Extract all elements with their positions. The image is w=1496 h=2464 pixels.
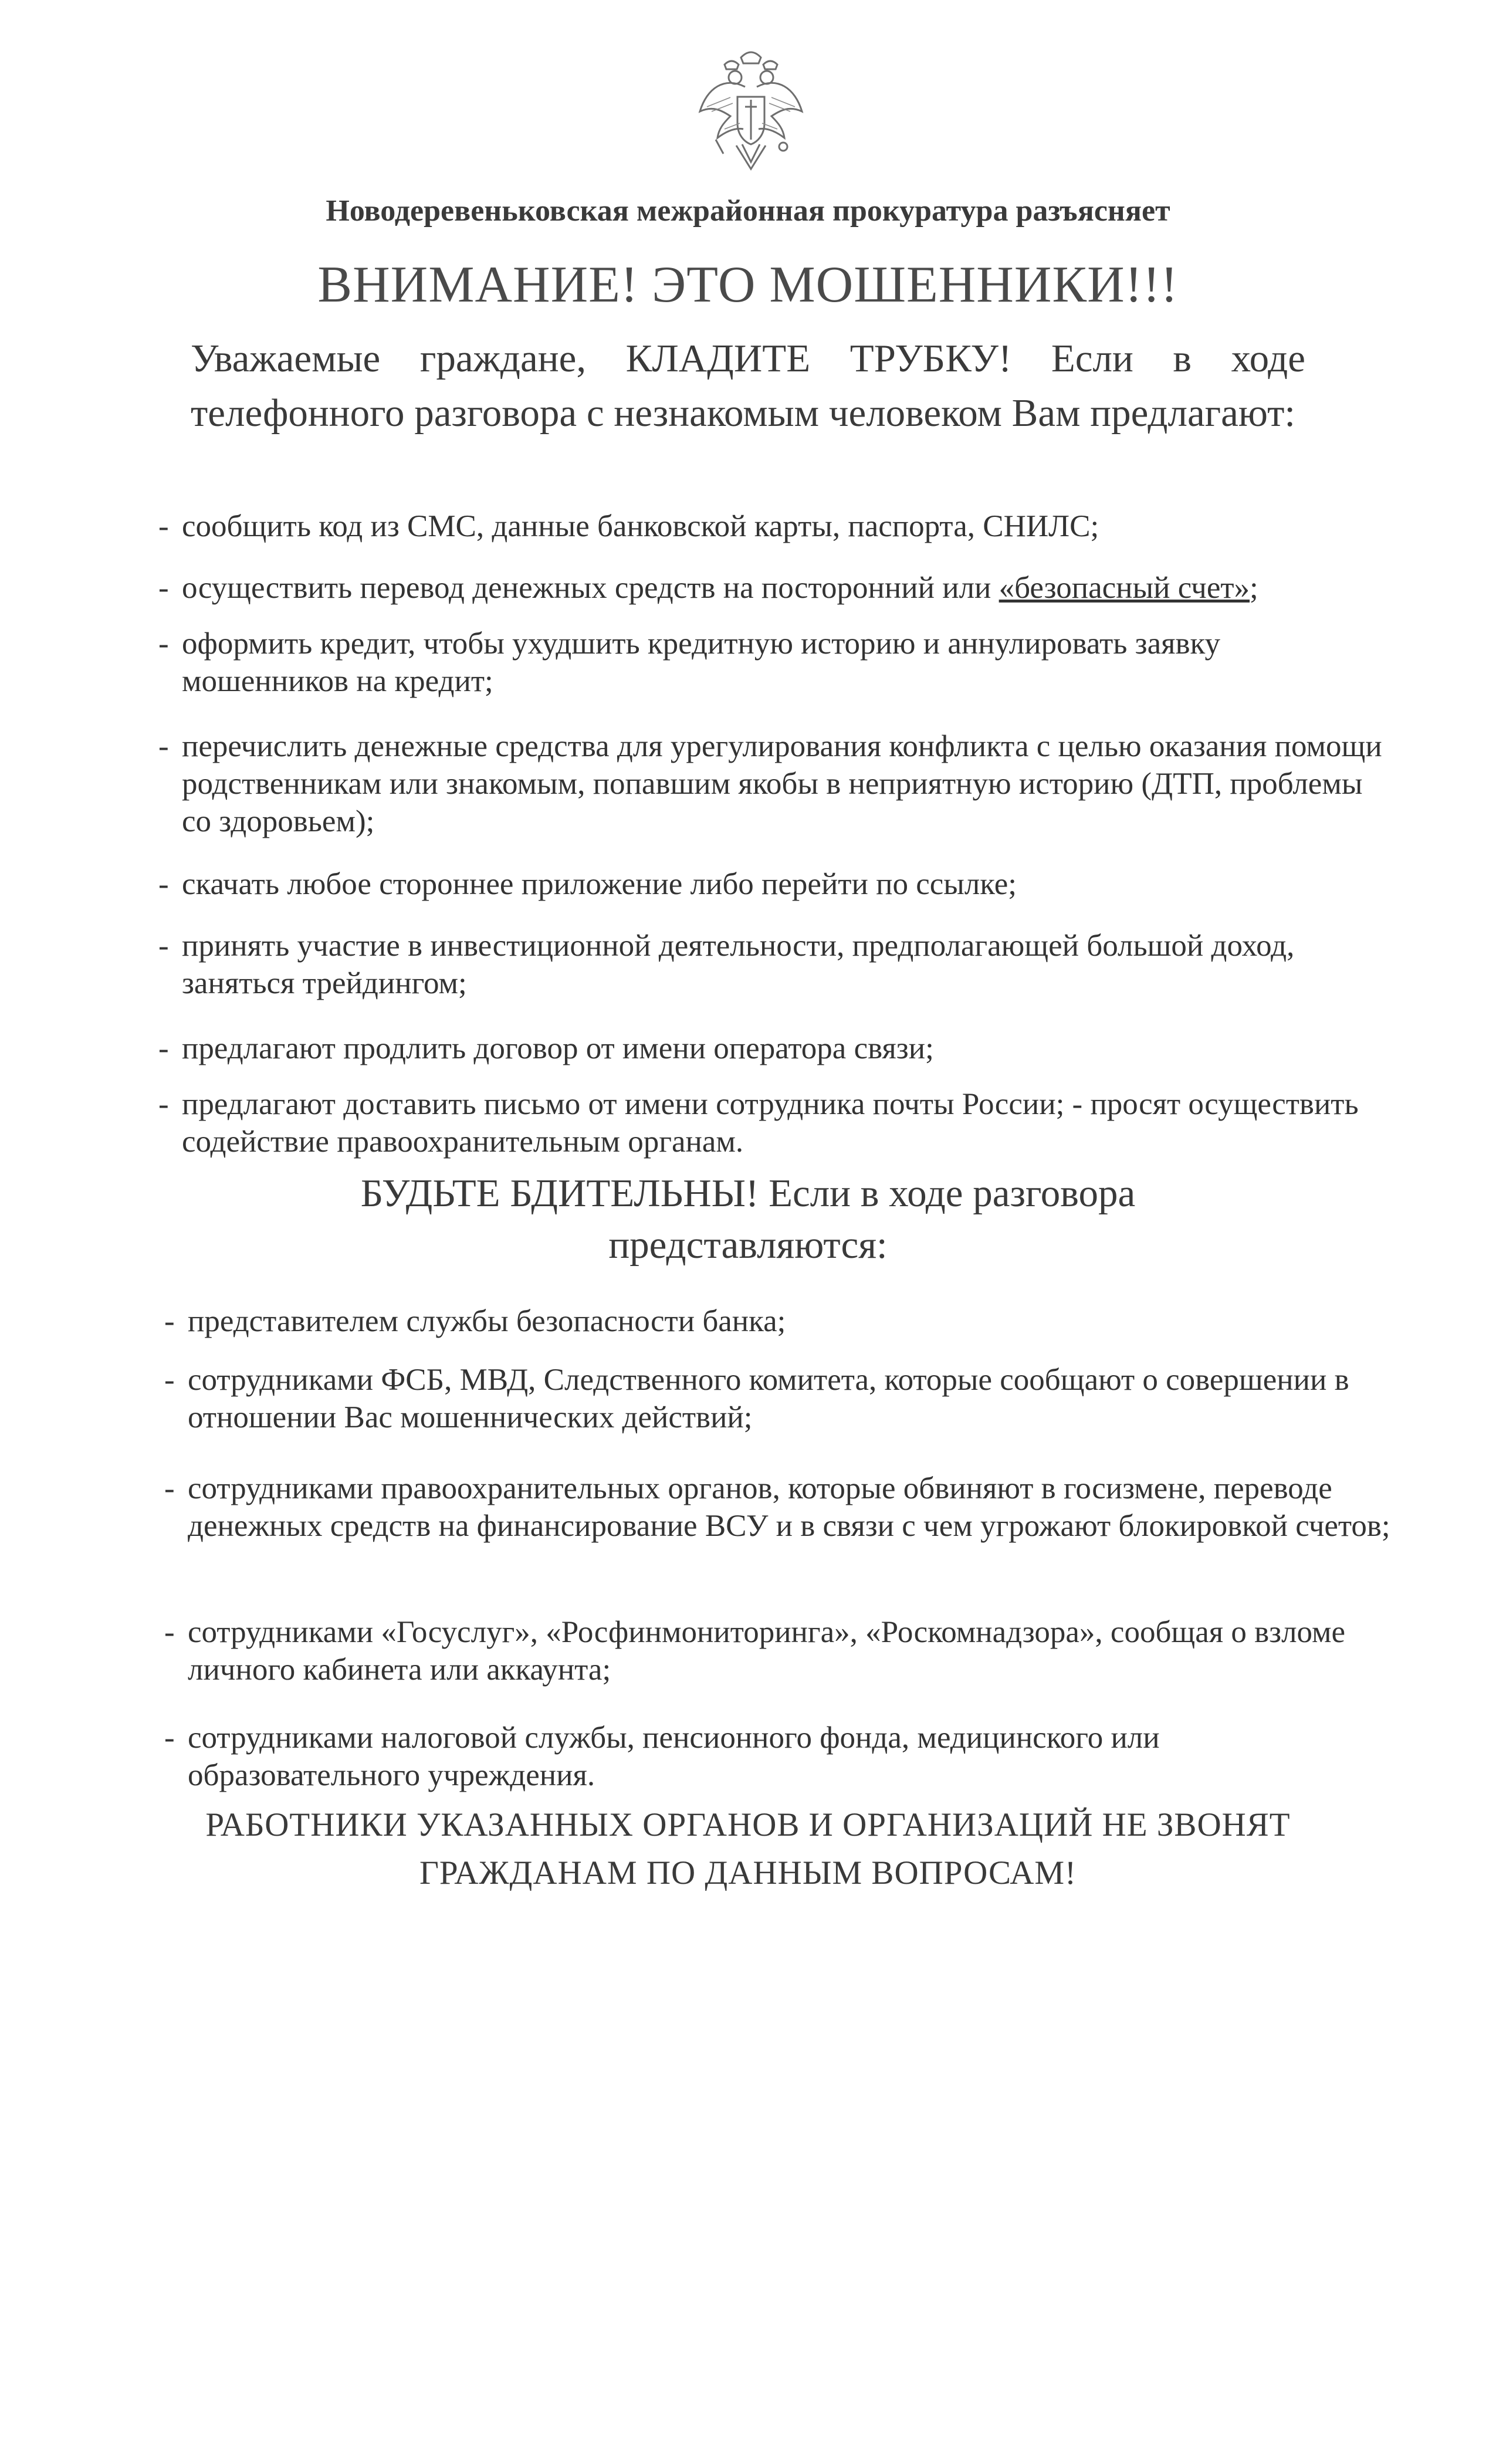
be-vigilant-line2: представляются: — [608, 1223, 888, 1267]
list-item: - сотрудниками правоохранительных органов, которые обвиняют в госизмене, переводе денежных средств на финансирование ВСУ и в связи с чем угрожают блокировкой счетов; — [164, 1471, 1390, 1543]
be-vigilant-heading — [0, 1167, 1496, 1271]
safe-account-term: «безопасный счет» — [999, 571, 1250, 605]
warning-title: ВНИМАНИЕ! ЭТО МОШЕННИКИ!!! — [317, 256, 1179, 313]
list-item: - представителем службы безопасности банка; — [164, 1304, 786, 1338]
list-item: - сотрудниками «Госуслуг», «Росфинмониторинга», «Роскомнадзора», сообщая о взломе личного кабинета или аккаунта; — [164, 1615, 1346, 1687]
final-notice — [0, 1801, 1496, 1897]
be-vigilant-line1: БУДЬТЕ БДИТЕЛЬНЫ! Если в ходе разговора — [360, 1172, 1136, 1215]
list-item: - осуществить перевод денежных средств на посторонний или «безопасный счет»; — [158, 571, 1258, 605]
list-item: - оформить кредит, чтобы ухудшить кредитную историю и аннулировать заявку мошенников на кредит; — [158, 627, 1221, 698]
list-item: - предлагают доставить письмо от имени сотрудника почты России; - просят осуществить содействие правоохранительным органам. — [158, 1087, 1359, 1159]
coat-of-arms-eagle-icon — [689, 41, 813, 173]
final-notice-line1: РАБОТНИКИ УКАЗАННЫХ ОРГАНОВ И ОРГАНИЗАЦИЙ НЕ ЗВОНЯТ — [205, 1806, 1291, 1843]
list-item: - сотрудниками ФСБ, МВД, Следственного комитета, которые сообщают о совершении в отношении Вас мошеннических действий; — [164, 1363, 1349, 1434]
final-notice-line2: ГРАЖДАНАМ ПО ДАННЫМ ВОПРОСАМ! — [419, 1854, 1077, 1891]
list-item: - принять участие в инвестиционной деятельности, предполагающей большой доход, заняться трейдингом; — [158, 929, 1295, 1000]
list-item: - предлагают продлить договор от имени оператора связи; — [158, 1031, 934, 1065]
prosecutor-office-heading: Новодеревеньковская межрайонная прокуратура разъясняет — [326, 194, 1170, 228]
list-item: - перечислить денежные средства для урегулирования конфликта с целью оказания помощи родственникам или знакомым, попавшим якобы в неприятную историю (ДТП, проблемы со здоровьем); — [158, 729, 1382, 838]
list-item: - сотрудниками налоговой службы, пенсионного фонда, медицинского или образовательного учреждения. — [164, 1721, 1160, 1792]
list-item: - скачать любое стороннее приложение либо перейти по ссылке; — [158, 867, 1017, 901]
list-item: - сообщить код из СМС, данные банковской карты, паспорта, СНИЛС; — [158, 509, 1099, 543]
intro-paragraph: Уважаемые граждане, КЛАДИТЕ ТРУБКУ! Если в ходе телефонного разговора с незнакомым человеком Вам предлагают: — [191, 337, 1305, 435]
